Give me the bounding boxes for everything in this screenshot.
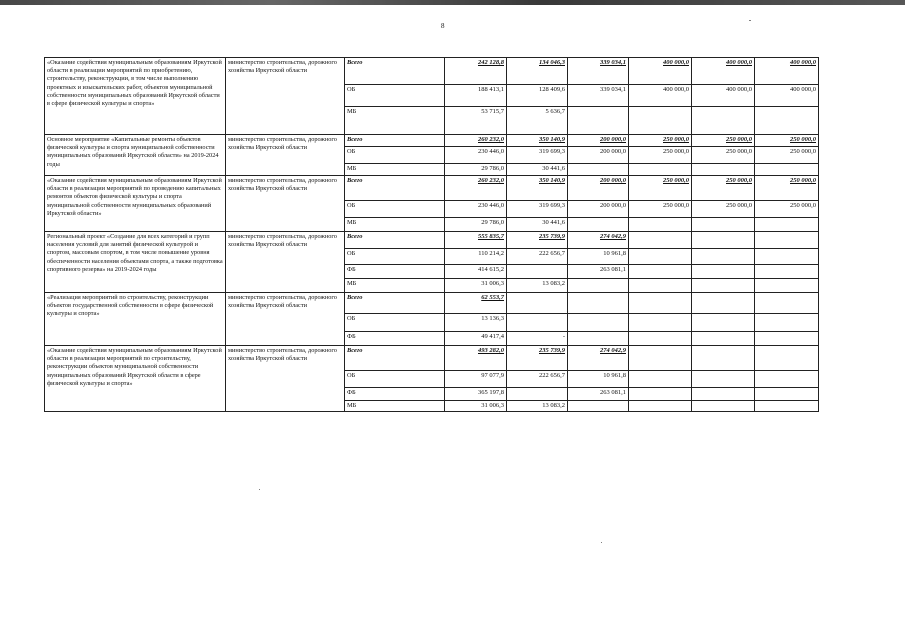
amount-cell — [692, 346, 755, 371]
amount-cell: 29 786,0 — [445, 218, 507, 232]
executor-cell: министерство строительства, дорожного хозяйства Иркутской области — [226, 293, 345, 346]
funding-source-cell: ОБ — [345, 314, 445, 332]
amount-cell — [629, 232, 692, 249]
amount-cell — [568, 314, 629, 332]
amount-cell: 555 835,7 — [445, 232, 507, 249]
executor-cell: министерство строительства, дорожного хозяйства Иркутской области — [226, 232, 345, 293]
amount-cell — [755, 314, 819, 332]
funding-source-cell: ОБ — [345, 201, 445, 218]
amount-cell — [629, 388, 692, 401]
amount-cell — [692, 314, 755, 332]
amount-cell: 400 000,0 — [755, 85, 819, 107]
amount-cell: 235 739,9 — [507, 346, 568, 371]
table-row — [45, 346, 819, 371]
amount-cell — [629, 293, 692, 314]
amount-cell: 250 000,0 — [692, 135, 755, 147]
amount-cell — [755, 346, 819, 371]
amount-cell: 13 083,2 — [507, 279, 568, 293]
amount-cell: 134 046,3 — [507, 58, 568, 85]
amount-cell: 250 000,0 — [629, 147, 692, 164]
amount-cell — [629, 265, 692, 279]
amount-cell: 365 197,8 — [445, 388, 507, 401]
amount-cell: 10 961,8 — [568, 371, 629, 388]
amount-cell: 5 636,7 — [507, 107, 568, 135]
executor-cell: министерство строительства, дорожного хозяйства Иркутской области — [226, 58, 345, 135]
funding-source-cell: ФБ — [345, 265, 445, 279]
amount-cell — [755, 249, 819, 265]
funding-source-cell: Всего — [345, 176, 445, 201]
amount-cell — [629, 401, 692, 412]
amount-cell: 400 000,0 — [692, 85, 755, 107]
measure-name-cell: «Оказание содействия муниципальным образованиям Иркутской области в реализации мероприятий по проведению капитальных ремонтов объектов физической культуры и спорта муниципальной собственности муниципальных образований Иркутской области» — [45, 176, 226, 232]
funding-source-cell: ОБ — [345, 249, 445, 265]
amount-cell — [629, 371, 692, 388]
amount-cell: 250 000,0 — [629, 176, 692, 201]
amount-cell: 62 553,7 — [445, 293, 507, 314]
measure-name-cell: «Реализация мероприятий по строительству, реконструкции объектов государственной собственности в сфере физической культуры и спорта» — [45, 293, 226, 346]
amount-cell — [755, 265, 819, 279]
amount-cell — [755, 332, 819, 346]
executor-cell: министерство строительства, дорожного хозяйства Иркутской области — [226, 135, 345, 176]
page-number: 8 — [441, 22, 445, 30]
amount-cell — [568, 218, 629, 232]
amount-cell: 250 000,0 — [629, 135, 692, 147]
amount-cell: 274 042,9 — [568, 346, 629, 371]
amount-cell — [568, 332, 629, 346]
table-row — [45, 58, 819, 85]
amount-cell: 110 214,2 — [445, 249, 507, 265]
amount-cell — [692, 164, 755, 176]
amount-cell: 339 034,1 — [568, 58, 629, 85]
amount-cell: 250 000,0 — [755, 201, 819, 218]
amount-cell — [692, 401, 755, 412]
amount-cell: 400 000,0 — [629, 85, 692, 107]
amount-cell — [692, 107, 755, 135]
amount-cell: 250 000,0 — [755, 135, 819, 147]
funding-source-cell: Всего — [345, 232, 445, 249]
amount-cell — [692, 293, 755, 314]
amount-cell: 31 006,3 — [445, 401, 507, 412]
amount-cell: 200 000,0 — [568, 201, 629, 218]
amount-cell — [755, 388, 819, 401]
measure-name-cell: Основное мероприятие «Капитальные ремонты объектов физической культуры и спорта муниципальной собственности муниципальных образований Иркутской области» на 2019-2024 годы — [45, 135, 226, 176]
amount-cell — [755, 218, 819, 232]
amount-cell: 128 409,6 — [507, 85, 568, 107]
amount-cell: 250 000,0 — [755, 176, 819, 201]
amount-cell — [755, 232, 819, 249]
amount-cell: 339 034,1 — [568, 85, 629, 107]
amount-cell — [568, 293, 629, 314]
amount-cell: 200 000,0 — [568, 176, 629, 201]
amount-cell: 250 000,0 — [755, 147, 819, 164]
amount-cell — [755, 401, 819, 412]
amount-cell: 414 615,2 — [445, 265, 507, 279]
amount-cell: 242 128,8 — [445, 58, 507, 85]
amount-cell: 222 656,7 — [507, 249, 568, 265]
funding-source-cell: МБ — [345, 218, 445, 232]
amount-cell: 250 000,0 — [629, 201, 692, 218]
funding-source-cell: Всего — [345, 58, 445, 85]
amount-cell: 350 140,9 — [507, 135, 568, 147]
amount-cell: 319 699,3 — [507, 147, 568, 164]
amount-cell — [629, 164, 692, 176]
amount-cell: 400 000,0 — [755, 58, 819, 85]
amount-cell — [755, 293, 819, 314]
amount-cell: 263 081,1 — [568, 265, 629, 279]
amount-cell: 49 417,4 — [445, 332, 507, 346]
amount-cell: 250 000,0 — [692, 176, 755, 201]
scan-border-line — [0, 0, 905, 5]
amount-cell: 235 739,9 — [507, 232, 568, 249]
amount-cell — [755, 371, 819, 388]
amount-cell: 350 140,9 — [507, 176, 568, 201]
amount-cell — [629, 314, 692, 332]
amount-cell: 10 961,8 — [568, 249, 629, 265]
executor-cell: министерство строительства, дорожного хозяйства Иркутской области — [226, 346, 345, 412]
amount-cell: 400 000,0 — [692, 58, 755, 85]
scan-speck — [601, 542, 602, 543]
funding-source-cell: Всего — [345, 135, 445, 147]
amount-cell: 53 715,7 — [445, 107, 507, 135]
amount-cell — [692, 371, 755, 388]
amount-cell — [568, 107, 629, 135]
amount-cell — [507, 314, 568, 332]
table-row — [45, 293, 819, 314]
amount-cell — [629, 346, 692, 371]
amount-cell — [755, 279, 819, 293]
table-row — [45, 232, 819, 249]
funding-source-cell: ФБ — [345, 332, 445, 346]
funding-source-cell: ОБ — [345, 85, 445, 107]
amount-cell — [568, 401, 629, 412]
funding-source-cell: ФБ — [345, 388, 445, 401]
amount-cell — [692, 279, 755, 293]
scan-speck — [259, 489, 260, 490]
amount-cell — [692, 232, 755, 249]
funding-source-cell: МБ — [345, 401, 445, 412]
amount-cell: 31 006,3 — [445, 279, 507, 293]
table-row — [45, 135, 819, 147]
funding-source-cell: МБ — [345, 107, 445, 135]
amount-cell — [692, 249, 755, 265]
budget-table — [44, 57, 819, 412]
amount-cell: - — [507, 332, 568, 346]
amount-cell: 263 081,1 — [568, 388, 629, 401]
amount-cell — [755, 107, 819, 135]
amount-cell: 274 042,9 — [568, 232, 629, 249]
amount-cell: 13 136,3 — [445, 314, 507, 332]
amount-cell: 230 446,0 — [445, 201, 507, 218]
amount-cell: 30 441,6 — [507, 164, 568, 176]
funding-source-cell: ОБ — [345, 147, 445, 164]
amount-cell: 493 282,0 — [445, 346, 507, 371]
amount-cell: 29 786,0 — [445, 164, 507, 176]
amount-cell — [629, 332, 692, 346]
amount-cell: 200 000,0 — [568, 135, 629, 147]
amount-cell — [692, 265, 755, 279]
amount-cell: 400 000,0 — [629, 58, 692, 85]
amount-cell — [755, 164, 819, 176]
amount-cell: 97 077,9 — [445, 371, 507, 388]
amount-cell: 188 413,1 — [445, 85, 507, 107]
funding-source-cell: ОБ — [345, 371, 445, 388]
amount-cell — [629, 218, 692, 232]
amount-cell: 319 699,3 — [507, 201, 568, 218]
measure-name-cell: «Оказание содействия муниципальным образованиям Иркутской области в реализации мероприятий по приобретению, строительству, реконструкции, в том числе выполнению проектных и изыскательских работ, объектов муниципальной собственности муниципальных образований Иркутской области в сфере физической культуры и спорта» — [45, 58, 226, 135]
amount-cell: 30 441,6 — [507, 218, 568, 232]
amount-cell — [629, 249, 692, 265]
amount-cell — [507, 265, 568, 279]
funding-source-cell: Всего — [345, 346, 445, 371]
table-row — [45, 176, 819, 201]
amount-cell: 200 000,0 — [568, 147, 629, 164]
amount-cell: 260 232,0 — [445, 176, 507, 201]
amount-cell: 230 446,0 — [445, 147, 507, 164]
amount-cell — [568, 279, 629, 293]
amount-cell — [507, 293, 568, 314]
amount-cell: 250 000,0 — [692, 147, 755, 164]
amount-cell — [507, 388, 568, 401]
amount-cell — [629, 107, 692, 135]
funding-source-cell: МБ — [345, 164, 445, 176]
amount-cell — [692, 218, 755, 232]
amount-cell — [692, 388, 755, 401]
amount-cell — [568, 164, 629, 176]
amount-cell: 222 656,7 — [507, 371, 568, 388]
amount-cell: 250 000,0 — [692, 201, 755, 218]
scan-speck — [749, 20, 751, 21]
measure-name-cell: Региональный проект «Создание для всех категорий и групп населения условий для занятий физической культурой и спортом, массовым спортом, в том числе повышение уровня обеспеченности населения объектами спорта, а также подготовка спортивного резерва» на 2019-2024 годы — [45, 232, 226, 293]
amount-cell — [692, 332, 755, 346]
funding-source-cell: МБ — [345, 279, 445, 293]
executor-cell: министерство строительства, дорожного хозяйства Иркутской области — [226, 176, 345, 232]
measure-name-cell: «Оказание содействия муниципальным образованиям Иркутской области в реализации мероприятий по строительству, реконструкции объектов муниципальной собственности муниципальных образований Иркутской области в сфере физической культуры и спорта» — [45, 346, 226, 412]
funding-source-cell: Всего — [345, 293, 445, 314]
amount-cell: 260 232,0 — [445, 135, 507, 147]
amount-cell — [629, 279, 692, 293]
amount-cell: 13 083,2 — [507, 401, 568, 412]
